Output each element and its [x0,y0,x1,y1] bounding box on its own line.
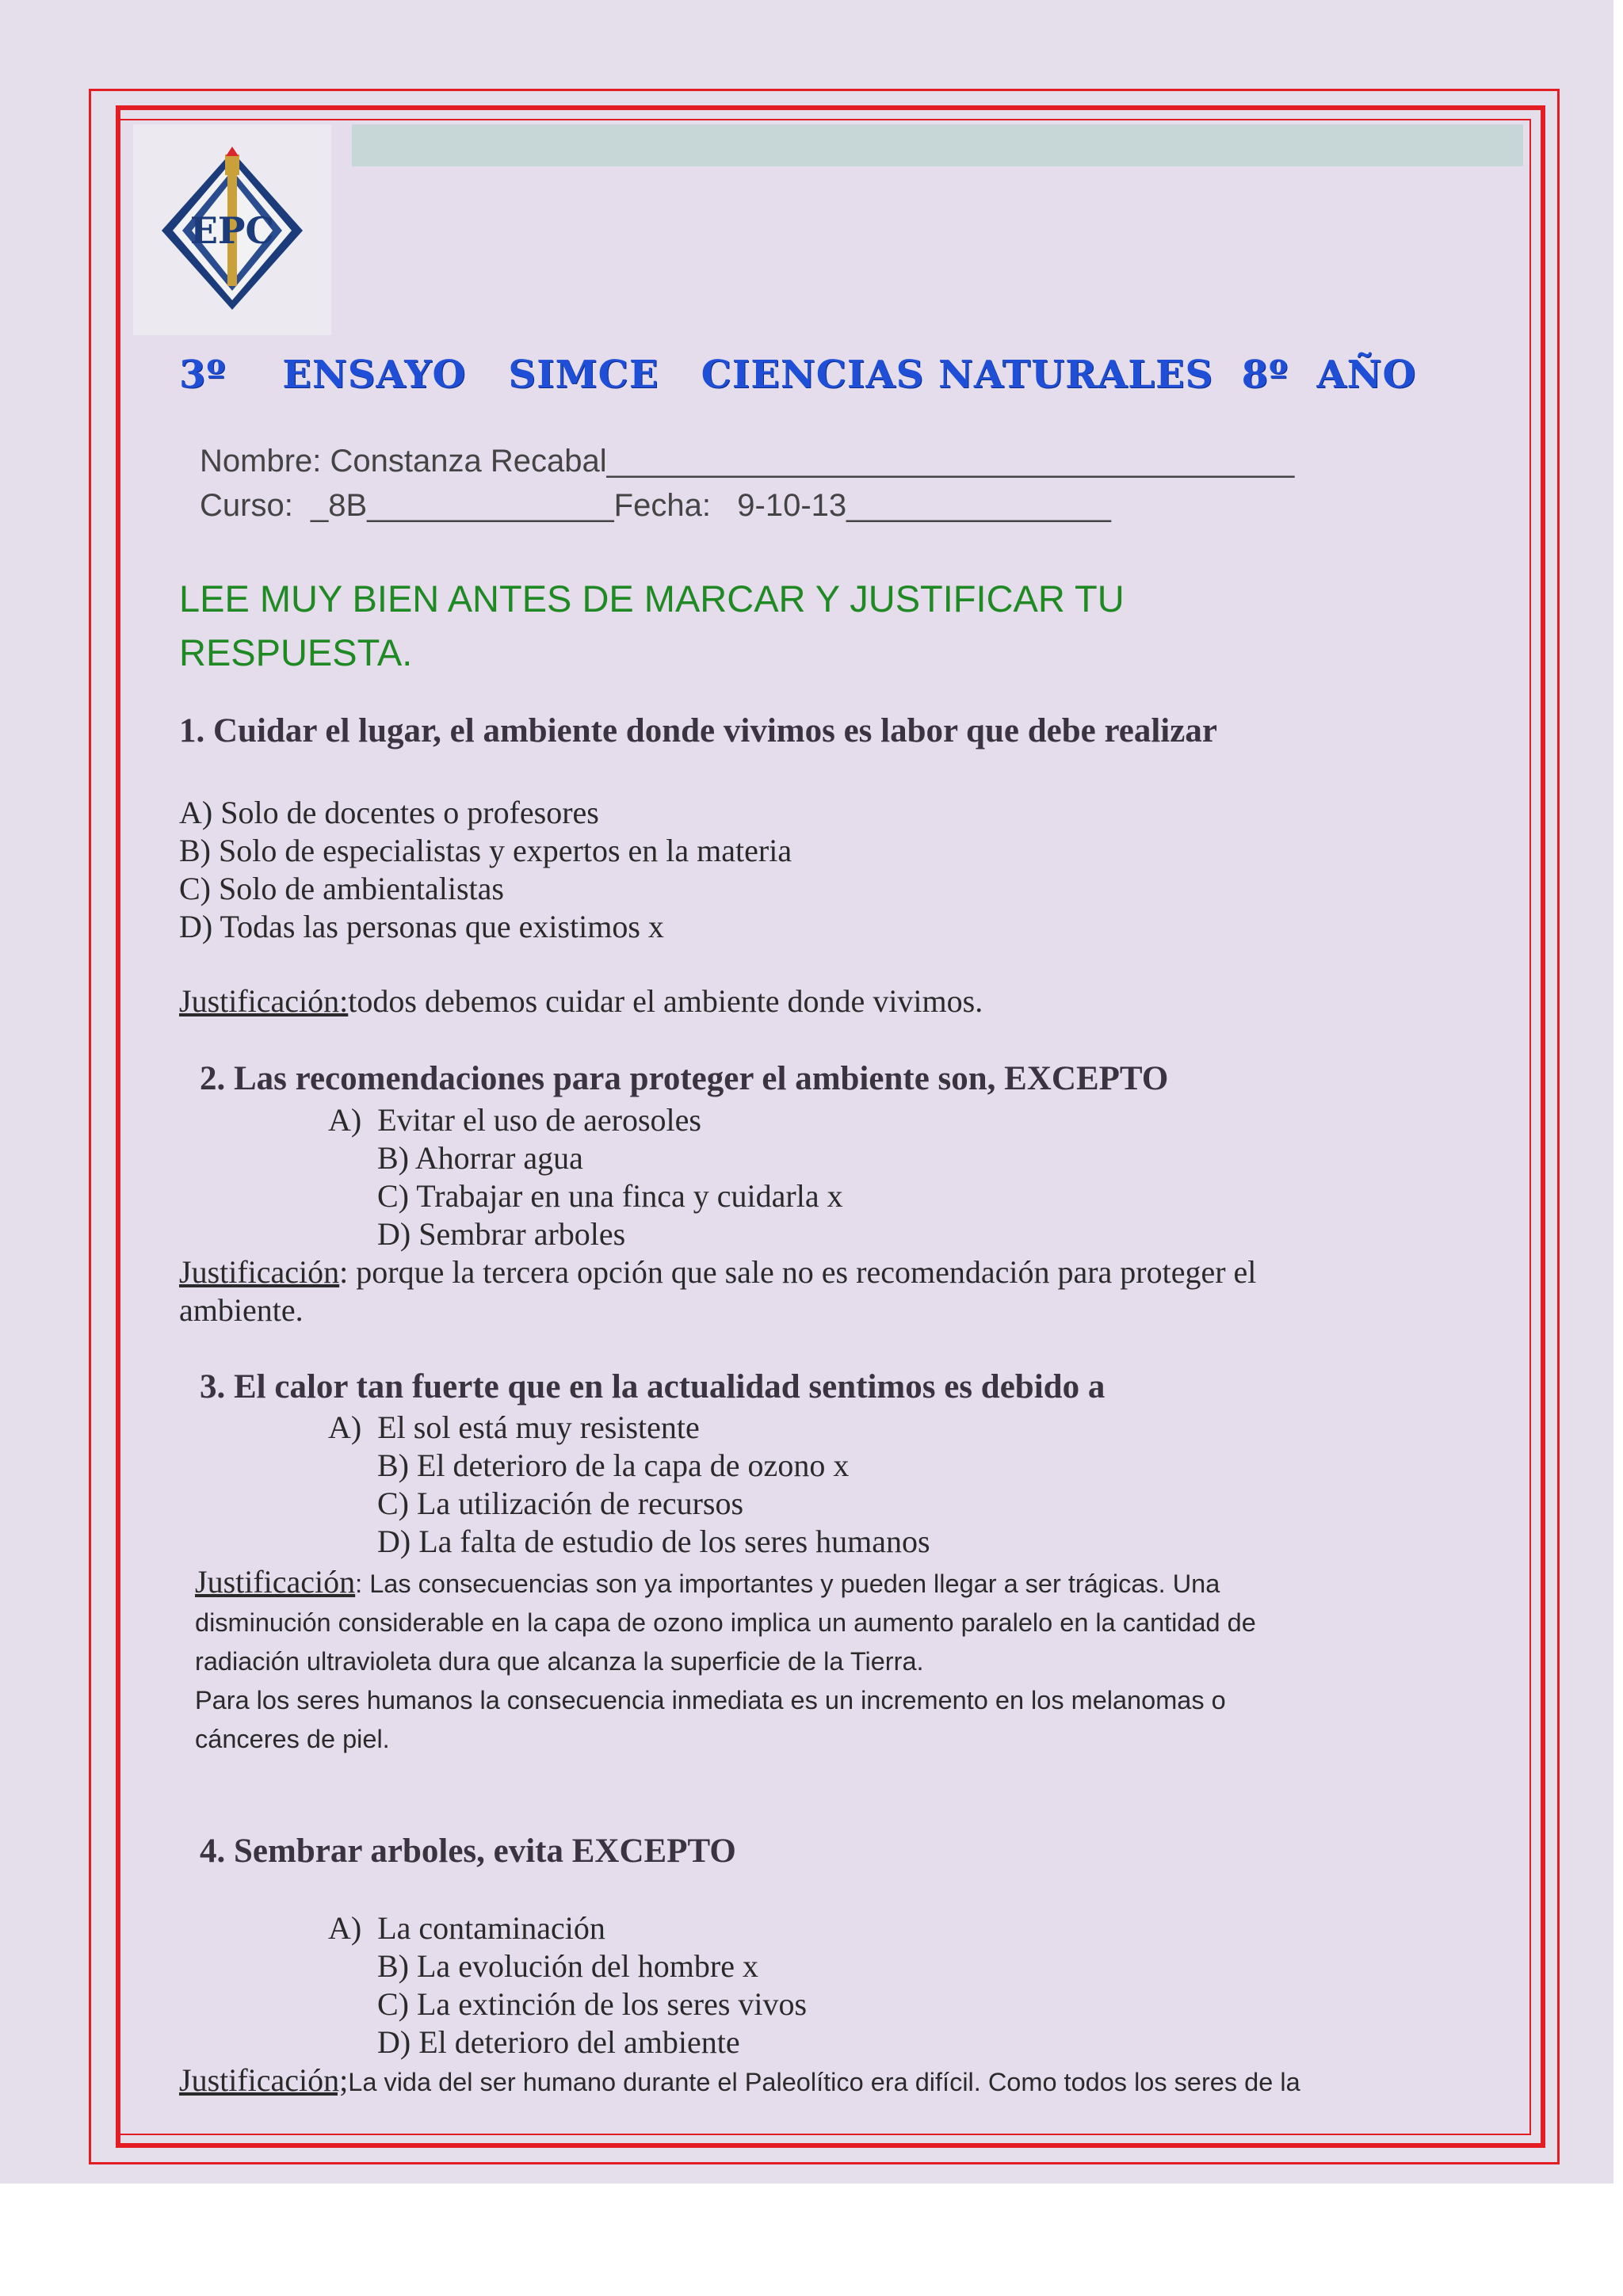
question-1-option-a: A) Solo de docentes o profesores [179,795,599,830]
justification-label: Justificación [179,1254,340,1290]
justification-text: todos debemos cuidar el ambiente donde vivimos. [348,983,983,1019]
justification-text: : porque la tercera opción que sale no es recomendación para proteger el ambiente. [179,1254,1257,1328]
justification-label: Justificación; [179,2062,349,2098]
question-3-option-d: D) La falta de estudio de los seres humanos [377,1524,930,1559]
question-2: 2. Las recomendaciones para proteger el ambiente son, EXCEPTO [200,1060,1169,1097]
question-4-option-c: C) La extinción de los seres vivos [377,1986,808,2022]
justification-text: : Las consecuencias son ya importantes y pueden llegar a ser trágicas. Una disminución considerable en la capa de ozono implica un aumento paralelo en la cantidad de radiación ultravioleta dura que alcanza la superficie de la Tierra. [195,1569,1256,1676]
header-bar [352,124,1523,166]
question-2-option-d: D) Sembrar arboles [377,1216,626,1252]
question-2-option-a: A) Evitar el uso de aerosoles [328,1102,701,1138]
justification-paragraph-1 [195,1562,1320,1681]
question-1-option-d: D) Todas las personas que existimos x [179,909,664,944]
justification-label: Justificación [195,1564,356,1600]
question-1-option-c: C) Solo de ambientalistas [179,871,504,906]
school-logo [133,124,331,335]
school-crest-diamond-icon [157,147,307,315]
question-1-justification [179,982,983,1020]
question-4-justification [179,2061,1300,2102]
question-4: 4. Sembrar arboles, evita EXCEPTO [200,1833,736,1870]
course-date-field: Curso: _8B______________Fecha: 9-10-13_______________ [200,488,1111,523]
page-title: 3º ENSAYO SIMCE CIENCIAS NATURALES 8º AÑO [179,353,1417,397]
question-4-option-a: A) La contaminación [328,1910,605,1946]
question-2-option-b: B) Ahorrar agua [377,1140,583,1176]
question-2-option-c: C) Trabajar en una finca y cuidarla x [377,1178,843,1214]
question-3-option-a: A) El sol está muy resistente [328,1409,700,1445]
justification-paragraph-2: Para los seres humanos la consecuencia inmediata es un incremento en los melanomas o cánceres de piel. [195,1686,1226,1753]
name-field: Nombre: Constanza Recabal_______________________________________ [200,444,1295,479]
justification-text: La vida del ser humano durante el Paleolítico era difícil. Como todos los seres de la [348,2068,1300,2096]
question-1-option-b: B) Solo de especialistas y expertos en la materia [179,833,792,868]
question-3-option-b: B) El deterioro de la capa de ozono x [377,1447,850,1483]
question-3-justification [195,1562,1320,1759]
justification-label: Justificación: [179,983,349,1019]
instruction-text: LEE MUY BIEN ANTES DE MARCAR Y JUSTIFICAR TU RESPUESTA. [179,578,1125,673]
question-3: 3. El calor tan fuerte que en la actualidad sentimos es debido a [200,1368,1106,1405]
question-3-option-c: C) La utilización de recursos [377,1486,744,1521]
question-4-option-d: D) El deterioro del ambiente [377,2024,740,2060]
svg-text:EPC: EPC [189,209,275,252]
question-1: 1. Cuidar el lugar, el ambiente donde vivimos es labor que debe realizar [179,712,1217,749]
question-4-option-b: B) La evolución del hombre x [377,1948,758,1984]
question-2-justification [179,1253,1320,1329]
